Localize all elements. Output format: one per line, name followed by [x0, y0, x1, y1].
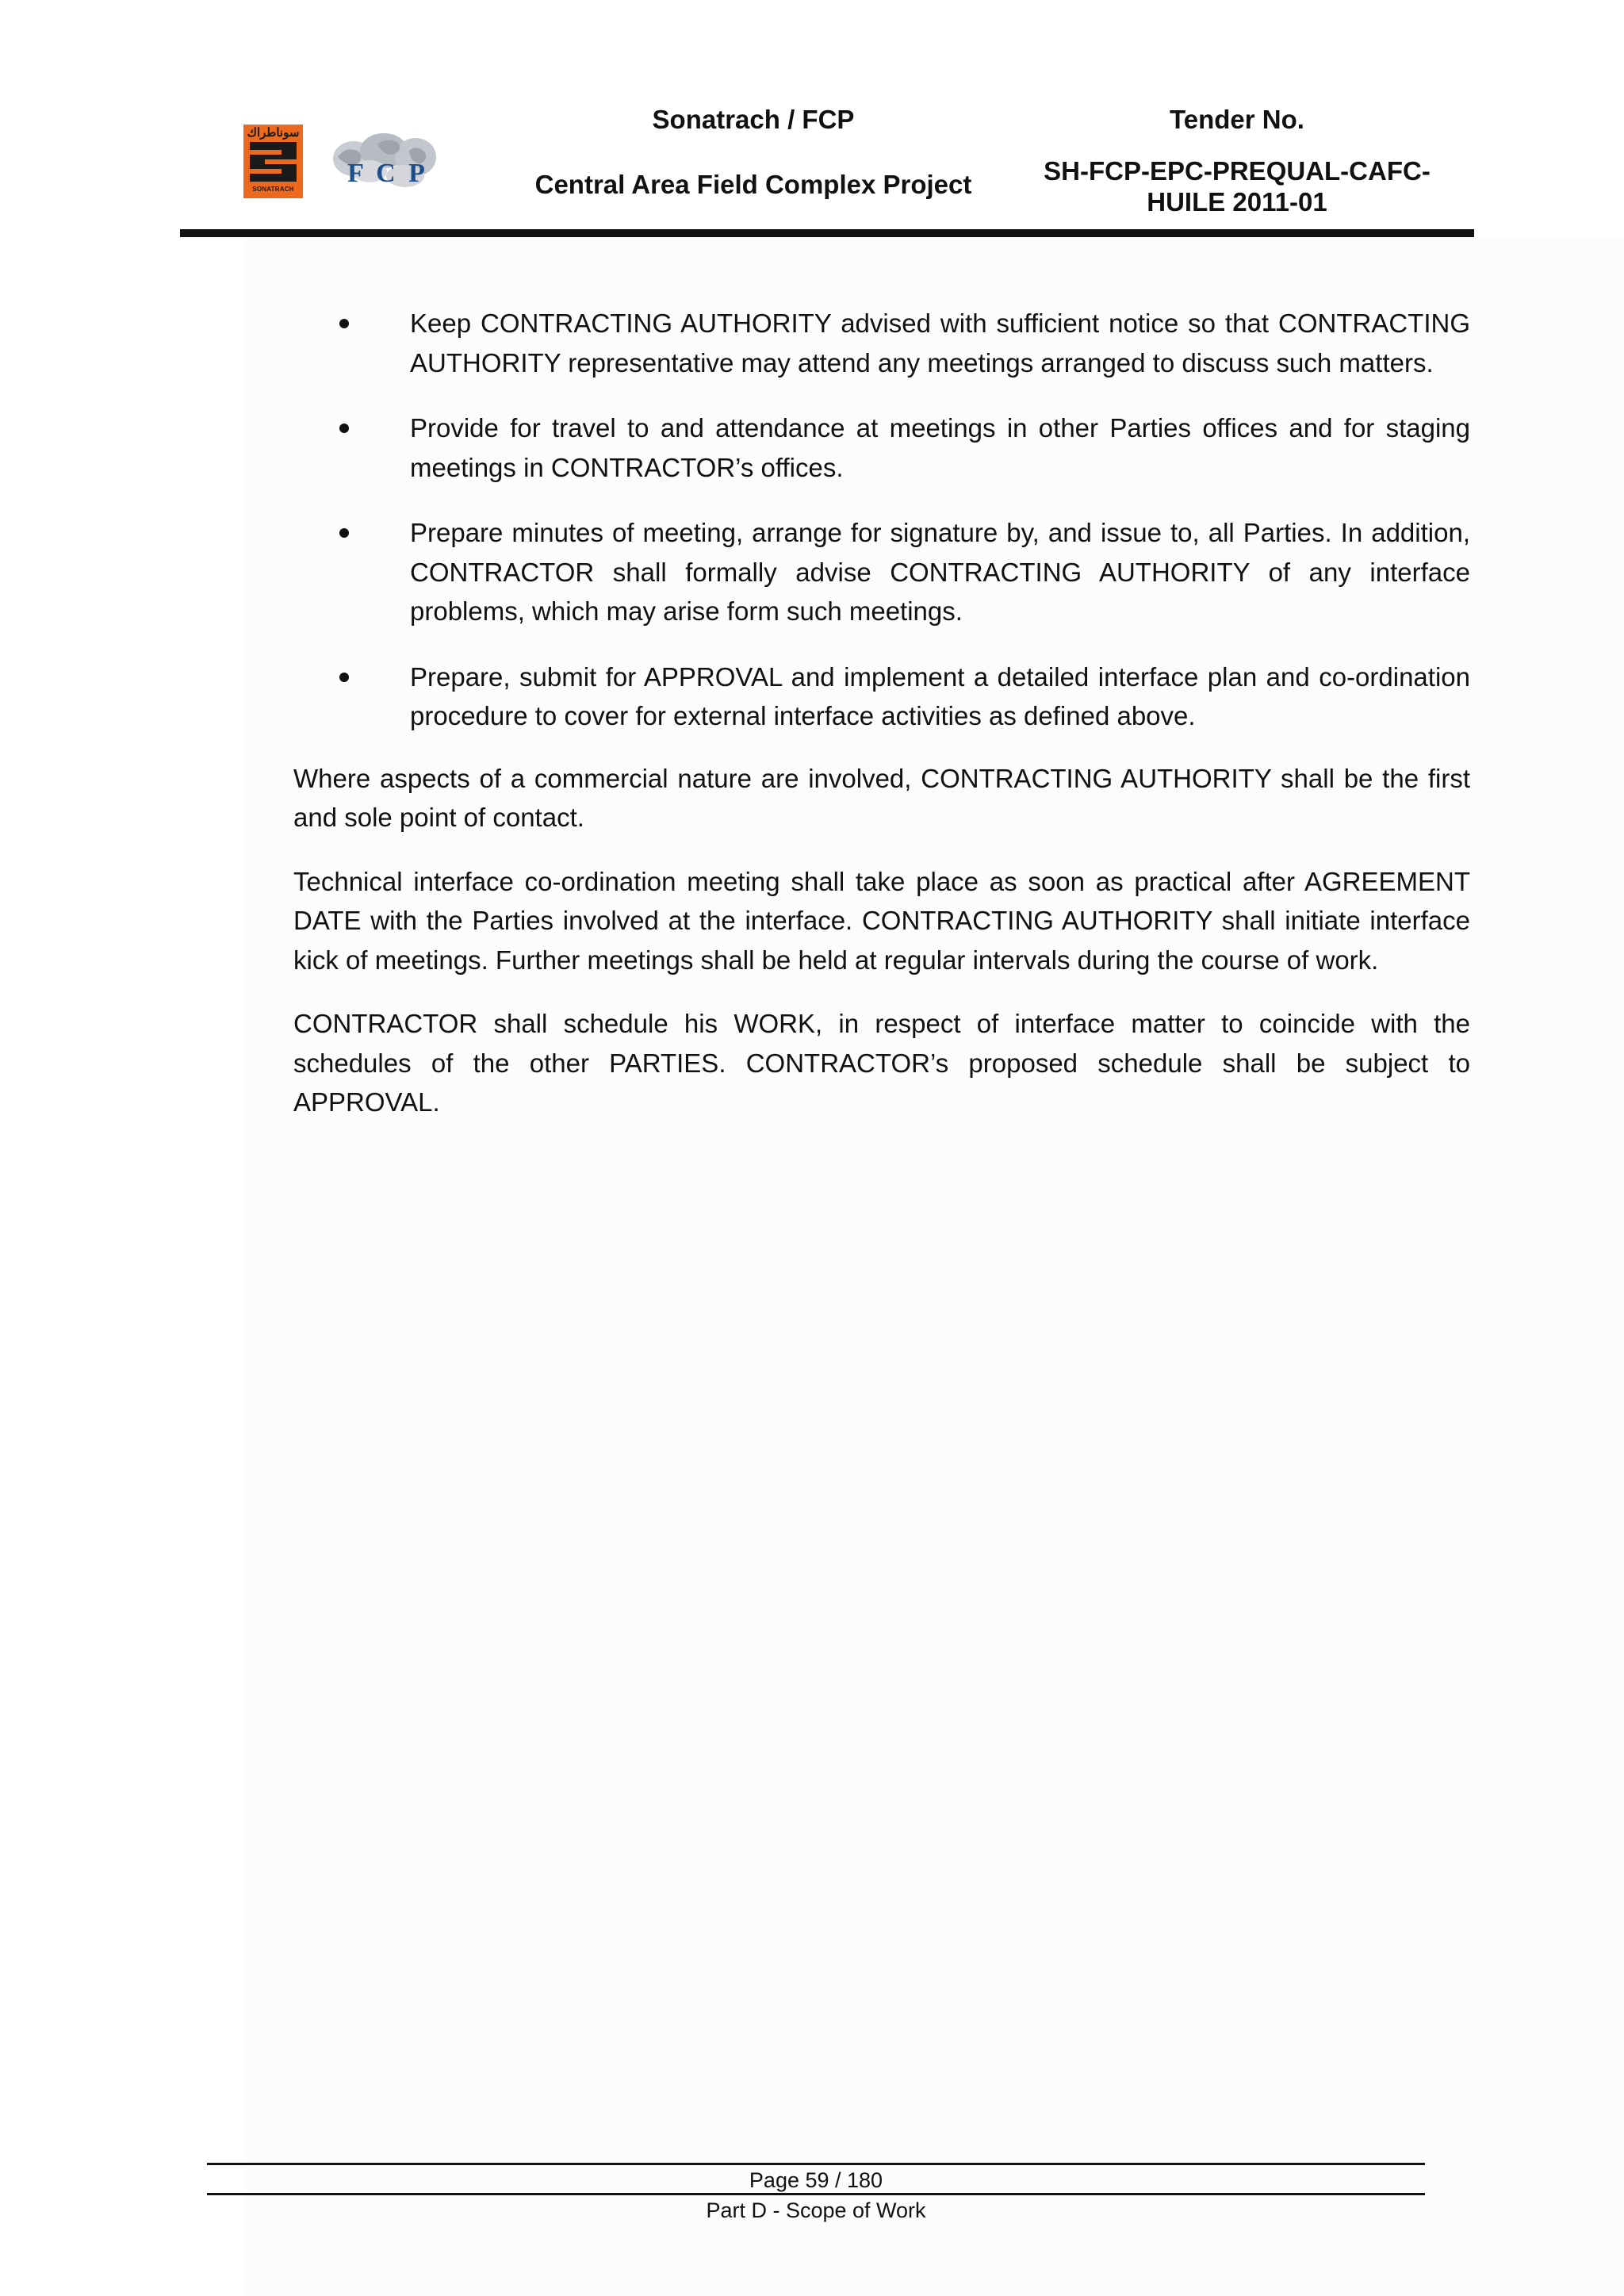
sonatrach-logo-arabic: سوناطراك [247, 126, 300, 140]
fcp-logo [322, 127, 449, 198]
header-tender-label: Tender No. [1170, 105, 1304, 134]
header-project: Central Area Field Complex Project [534, 170, 972, 199]
bullet-item [293, 657, 1470, 736]
header-rule [180, 229, 1474, 237]
bullet-item [293, 408, 1470, 487]
body-paragraph: Technical interface co-ordination meeting shall take place as soon as practical after AGREEMENT DATE with the Parties involved at the interface. CONTRACTING AUTHORITY shall initiate interface kick of meetings. Further meetings shall be held at regular intervals during the course of work. [293, 866, 1470, 975]
bullet-text: Prepare, submit for APPROVAL and implement a detailed interface plan and co-ordination procedure to cover for external interface activities as defined above. [410, 661, 1470, 730]
sonatrach-emblem [250, 142, 297, 182]
footer-rule-top [207, 2163, 1425, 2165]
header-tender-number-line2: HUILE 2011-01 [1147, 187, 1327, 217]
body-paragraph: Where aspects of a commercial nature are involved, CONTRACTING AUTHORITY shall be the first and sole point of contact. [293, 763, 1470, 832]
bullet-text: Keep CONTRACTING AUTHORITY advised with sufficient notice so that CONTRACTING AUTHORITY representative may attend any meetings arranged to discuss such matters. [410, 309, 1470, 378]
document-body [293, 304, 1470, 1147]
bullet-item [293, 304, 1470, 382]
bullet-dot [332, 657, 356, 697]
bullet-text: Provide for travel to and attendance at meetings in other Parties offices and for staging meetings in CONTRACTOR’s offices. [410, 413, 1470, 482]
footer-page-number: Page 59 / 180 [749, 2168, 883, 2192]
header-tender-number [1023, 155, 1451, 217]
header-company: Sonatrach / FCP [652, 105, 855, 134]
fcp-logo-letters: F C P [347, 159, 428, 188]
sonatrach-logo [243, 125, 303, 198]
body-paragraph: CONTRACTOR shall schedule his WORK, in respect of interface matter to coincide with the schedules of the other PARTIES. CONTRACTOR’s proposed schedule shall be subject to APPROVAL. [293, 1009, 1470, 1117]
bullet-dot [332, 408, 356, 448]
bullet-dot [332, 304, 356, 343]
footer-part-title: Part D - Scope of Work [706, 2198, 926, 2222]
header-tender-number-line1: SH-FCP-EPC-PREQUAL-CAFC- [1044, 156, 1431, 186]
bullet-dot [332, 513, 356, 553]
bullet-item [293, 513, 1470, 631]
footer-rule-middle [207, 2193, 1425, 2195]
bullet-text: Prepare minutes of meeting, arrange for signature by, and issue to, all Parties. In addition, CONTRACTOR shall formally advise CONTRACTING AUTHORITY of any interface problems, which may arise form such meetings. [410, 518, 1470, 626]
sonatrach-logo-word: SONATRACH [252, 186, 294, 193]
